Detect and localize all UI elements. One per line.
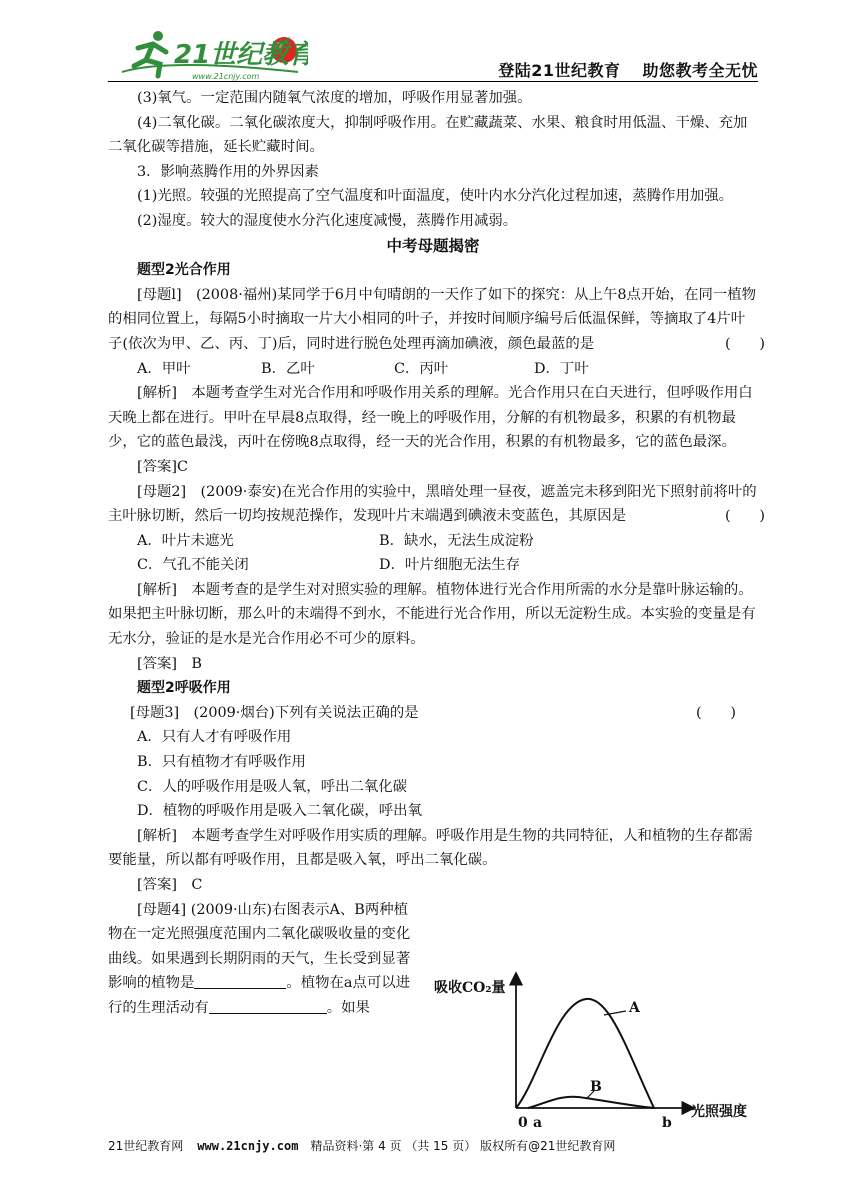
question-2-answer: [答案] B <box>137 655 202 672</box>
footer-site-link[interactable]: www.21cnjy.com <box>197 1139 299 1153</box>
curve-b <box>528 1097 654 1108</box>
question-3-stem <box>108 701 758 726</box>
logo-graphic <box>108 28 308 82</box>
question-1-bracket: ( ) <box>725 335 766 352</box>
q1-option-c: C．丙叶 <box>394 360 449 377</box>
figure-curve-a-label: A <box>629 1000 640 1016</box>
header-slogan <box>498 58 758 81</box>
q3-option-a: A．只有人才有呼吸作用 <box>137 729 292 746</box>
question-4-stem <box>108 898 413 1021</box>
question-3-bracket: ( ) <box>696 704 737 721</box>
question-type-photosynthesis: 题型2光合作用 <box>137 262 231 279</box>
paragraph-humidity: (2)湿度。较大的湿度使水分汽化速度减慢，蒸腾作用减弱。 <box>137 212 518 229</box>
question-1-answer: [答案]C <box>137 458 189 475</box>
q3-option-b: B．只有植物才有呼吸作用 <box>137 754 306 771</box>
paragraph-transpiration-heading: 3．影响蒸腾作用的外界因素 <box>137 163 319 180</box>
question-3-answer: [答案] C <box>137 877 203 893</box>
question-1-analysis: [解析] 本题考查学生对光合作用和呼吸作用关系的理解。光合作用只在白天进行，但呼吸作用白天晚上都在进行。甲叶在早晨8点取得，经一晚上的呼吸作用，分解的有机物最多，积累的有机物最少，它的蓝色最浅，丙叶在傍晚8点取得，经一天的光合作用，积累的有机物最多，它的蓝色最深。 <box>108 385 753 451</box>
question-1-text: [母题l] (2008·福州)某同学于6月中旬晴朗的一天作了如下的探究：从上午8点开始，在同一植物的相同位置上，每隔5小时摘取一片大小相同的叶子，并按时间顺序编号后低温保鲜，等摘取了4片叶子(依次为甲、乙、丙、丁)后，同时进行脱色处理再滴加碘液，颜色最蓝的是 <box>108 286 757 352</box>
question-2-text: [母题2] (2009·泰安)在光合作用的实验中，黑暗处理一昼夜，遮盖完未移到阳光下照射前将叶的主叶脉切断，然后一切均按规范操作，发现叶片末端遇到碘液未变蓝色，其原因是 <box>108 483 757 525</box>
question-3-text: [母题3] (2009·烟台)下列有关说法正确的是 <box>130 704 419 721</box>
header-divider <box>108 81 758 82</box>
figure-y-label: 吸收CO₂量 <box>434 980 506 996</box>
logo-text: 21世纪教育 <box>174 40 308 70</box>
question-2-options-row-2 <box>108 553 758 578</box>
q2-option-d: D．叶片细胞无法生存 <box>379 557 521 574</box>
q2-option-c: C．气孔不能关闭 <box>137 557 249 574</box>
figure-x-label: 光照强度 <box>691 1104 747 1120</box>
figure-point-a-label: a <box>533 1115 543 1131</box>
question-2-analysis: [解析] 本题考查的是学生对对照实验的理解。植物体进行光合作用所需的水分是靠叶脉运输的。如果把主叶脉切断，那么叶的末端得不到水，不能进行光合作用，所以无淀粉生成。本实验的变量是有无水分，验证的是水是光合作用必不可少的原料。 <box>108 581 756 648</box>
answer-blank-1[interactable] <box>194 972 286 989</box>
site-logo[interactable] <box>108 28 308 82</box>
co2-absorption-figure <box>428 963 768 1131</box>
figure-curve-b-label: B <box>590 1079 602 1095</box>
question-2-options-row-1 <box>108 529 758 554</box>
page-header <box>108 28 758 82</box>
paragraph-co2: (4)二氧化碳。二氧化碳浓度大，抑制呼吸作用。在贮藏蔬菜、水果、粮食时用低温、干燥、充加二氧化碳等措施，延长贮藏时间。 <box>108 114 748 156</box>
question-2-bracket: ( ) <box>725 508 766 525</box>
figure-point-b-label: b <box>662 1115 672 1131</box>
question-2-stem <box>108 480 766 529</box>
footer-page-info: 精品资料·第 4 页 （共 15 页） <box>310 1139 477 1153</box>
slogan-left: 登陆21世纪教育 <box>498 61 621 80</box>
question-1-options <box>108 357 758 382</box>
paragraph-oxygen: (3)氧气。一定范围内随氧气浓度的增加，呼吸作用显著加强。 <box>137 90 532 106</box>
document-body <box>108 86 766 1021</box>
figure-origin-label: 0 <box>518 1115 528 1131</box>
question-4-part-2: 。植物在a点可以进行的生理活动有 <box>108 975 411 1016</box>
question-3-analysis: [解析] 本题考查学生对呼吸作用实质的理解。呼吸作用是生物的共同特征，人和植物的生存都需要能量，所以都有呼吸作用，且都是吸入氧，呼出二氧化碳。 <box>108 827 753 869</box>
q3-option-d: D．植物的呼吸作用是吸入二氧化碳，呼出氧 <box>137 803 422 820</box>
q1-option-b: B．乙叶 <box>261 360 315 377</box>
question-type-respiration: 题型2呼吸作用 <box>137 680 231 697</box>
slogan-right: 助您教考全无忧 <box>642 61 758 80</box>
question-4-part-1: [母题4] (2009·山东)右图表示A、B两种植物在一定光照强度范围内二氧化碳吸收量的变化曲线。如果遇到长期阴雨的天气，生长受到显著影响的植物是 <box>108 901 411 992</box>
footer-left: 21世纪教育网 <box>108 1139 184 1153</box>
q2-option-b: B．缺水，无法生成淀粉 <box>379 532 534 549</box>
answer-blank-2[interactable] <box>209 997 327 1014</box>
footer-copyright: 版权所有@21世纪教育网 <box>480 1139 616 1153</box>
paragraph-light: (1)光照。较强的光照提高了空气温度和叶面温度，使叶内水分汽化过程加速，蒸腾作用加强。 <box>137 188 734 205</box>
q1-option-d: D．丁叶 <box>534 360 589 377</box>
logo-url: www.21cnjy.com <box>192 72 260 81</box>
section-title: 中考母题揭密 <box>386 236 480 255</box>
q2-option-a: A．叶片未遮光 <box>137 532 234 549</box>
page-footer <box>108 1137 758 1154</box>
question-1-stem <box>108 283 766 357</box>
q3-option-c: C．人的呼吸作用是吸人氧，呼出二氧化碳 <box>137 778 408 795</box>
question-4-part-3: 。如果 <box>326 999 370 1016</box>
q1-option-a: A．甲叶 <box>137 360 191 377</box>
